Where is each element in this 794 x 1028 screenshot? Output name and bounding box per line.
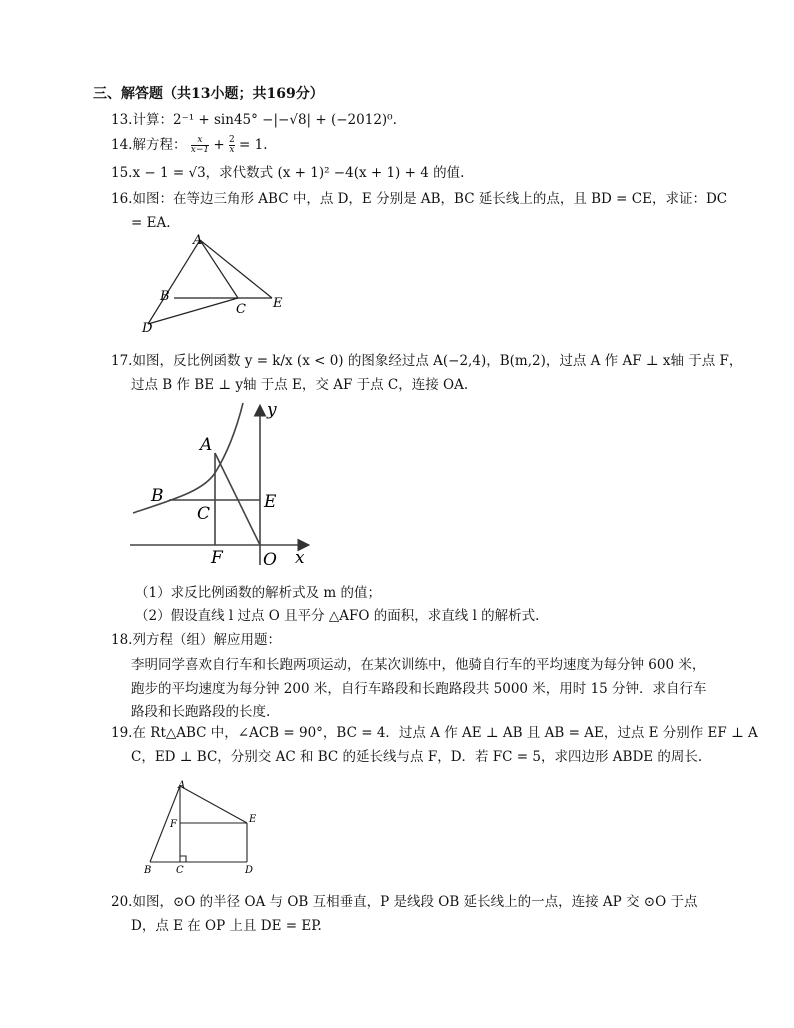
segment-AO [215,453,260,545]
fraction-denominator: x−1 [190,145,210,155]
question-number: 13. [111,112,133,128]
question-text: x − 1 = √3，求代数式 (x + 1)² −4(x + 1) + 4 的值. [132,165,465,181]
label-C: C [236,302,246,317]
question-text: 列方程（组）解应用题： [132,632,281,648]
label-D: D [142,321,153,336]
fraction-denominator: x [229,145,235,155]
question-15 [111,164,464,182]
question-text: 在 Rt△ABC 中，∠ACB = 90°，BC = 4．过点 A 作 AE ⊥ AB 且 AB = AE，过点 E 分别作 EF ⊥ A [132,725,758,741]
figure-16-triangle [138,232,298,337]
section-heading: 三、解答题（共13小题；共169分） [93,86,324,102]
question-16-line2: = EA. [131,215,171,231]
label-A: A [178,780,186,791]
question-18-line2: 跑步的平均速度为每分钟 200 米，自行车路段和长跑路段共 5000 米，用时 15 分钟．求自行车 [131,681,707,697]
segment-AE [180,786,247,823]
figure-19-quadrilateral [140,778,270,878]
label-E: E [264,492,277,512]
question-number: 15. [111,165,133,181]
question-number: 17. [111,353,133,369]
label-C: C [176,865,184,876]
label-A: A [200,435,213,455]
label-C: C [197,504,211,524]
label-D: D [245,865,254,876]
question-16-line1 [111,190,727,208]
question-17-sub2: （2）假设直线 l 过点 O 且平分 △AFO 的面积，求直线 l 的解析式. [135,608,540,624]
plus-sign: + [209,137,230,153]
question-20-line2: D，点 E 在 OP 上且 DE = EP. [131,918,322,934]
hyperbola-curve [133,403,243,513]
segment-AE [200,240,272,298]
label-E: E [273,296,283,311]
question-number: 14. [111,137,133,153]
question-number: 16. [111,191,133,207]
segment-AC [200,240,238,298]
right-angle-mark [180,856,186,862]
fraction-1 [191,136,209,155]
question-suffix: = 1. [234,137,268,153]
question-20-line1 [111,893,697,911]
question-17-sub1: （1）求反比例函数的解析式及 m 的值； [135,585,381,601]
question-14 [111,136,268,155]
question-text: 如图：在等边三角形 ABC 中，点 D，E 分别是 AB，BC 延长线上的点，且 BD = CE，求证：DC [132,191,728,207]
question-17-line2: 过点 B 作 BE ⊥ y轴 于点 E，交 AF 于点 C，连接 OA. [131,377,469,393]
question-text: 计算：2⁻¹ + sin45° −|−√8| + (−2012)⁰. [132,112,397,128]
question-19-line2: C，ED ⊥ BC，分别交 AC 和 BC 的延长线与点 F，D．若 FC = 5，求四边形 ABDE 的周长. [131,749,703,765]
question-number: 18. [111,632,133,648]
label-B: B [151,486,164,506]
question-text: 如图，⊙O 的半径 OA 与 OB 互相垂直，P 是线段 OB 延长线上的一点，连接 AP 交 ⊙O 于点 [132,894,698,910]
fraction-numerator: 2 [229,135,235,145]
question-18-title [111,631,281,649]
question-number: 19. [111,725,133,741]
question-text: 如图，反比例函数 y = k/x (x < 0) 的图象经过点 A(−2,4)，B(m,2)，过点 A 作 AF ⊥ x轴 于点 F， [132,353,743,369]
question-prefix: 解方程： [132,137,187,153]
question-17-line1 [111,352,742,370]
question-number: 20. [111,894,133,910]
label-B: B [144,865,152,876]
question-19-line1 [111,724,758,742]
label-F: F [170,819,177,830]
question-13 [111,111,397,129]
figure-17-graph [125,395,315,570]
label-F: F [211,548,223,568]
label-y: y [267,400,277,420]
label-A: A [193,233,203,248]
label-x: x [295,548,305,568]
question-18-line1: 李明同学喜欢自行车和长跑两项运动，在某次训练中，他骑自行车的平均速度为每分钟 600 米， [131,657,706,673]
label-E: E [249,814,257,825]
fraction-numerator: x [191,136,209,146]
question-18-line3: 路段和长跑路段的长度. [131,704,271,720]
label-B: B [160,289,170,304]
label-O: O [263,550,277,570]
